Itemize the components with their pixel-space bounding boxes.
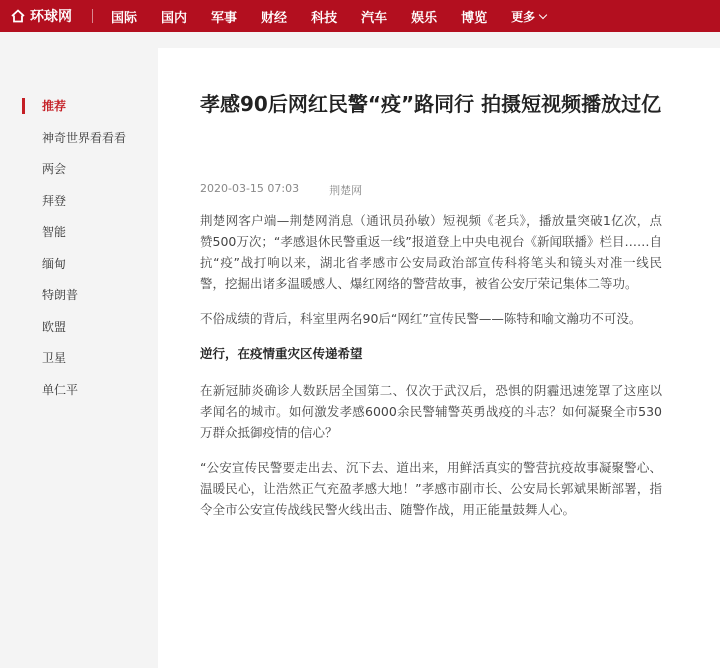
nav-item-auto[interactable]: 汽车 [361,10,388,26]
article-date: 2020-03-15 07:03 [200,182,300,195]
sidebar-item-label: 神奇世界看看看 [42,130,127,145]
active-indicator [22,98,25,114]
nav-item-domestic[interactable]: 国内 [161,10,188,26]
nav-more-label: 更多 [511,9,536,24]
article-paragraph: 不俗成绩的背后，科室里两名90后“网红”宣传民警——陈特和喻文瀚功不可没。 [200,311,642,326]
nav-item-tech[interactable]: 科技 [311,10,338,26]
sidebar-item-myanmar[interactable] [22,252,152,284]
main-nav [111,0,546,32]
article-meta [200,182,362,198]
sidebar-item-label: 缅甸 [42,256,67,271]
sidebar-item-satellite[interactable] [22,346,152,378]
sidebar-item-label: 两会 [42,162,67,176]
sidebar-item-trump[interactable] [22,283,152,315]
nav-item-entertainment[interactable]: 娱乐 [411,10,438,26]
sidebar-item-label: 特朗普 [42,288,79,302]
sidebar-item-eu[interactable] [22,315,152,347]
nav-more-menu[interactable] [511,8,546,25]
sidebar-item-biden[interactable] [22,189,152,221]
article-source[interactable]: 荆楚网 [329,184,363,197]
sidebar-item-label: 推荐 [42,99,67,113]
article-panel [158,48,720,668]
nav-item-military[interactable]: 军事 [211,10,238,26]
chevron-down-icon [539,10,547,18]
site-logo[interactable] [10,0,72,32]
article-subheading: 逆行，在疫情重灾区传递希望 [200,346,363,361]
article-body [200,210,662,534]
home-icon [10,8,26,24]
sidebar-item-two-sessions[interactable] [22,157,152,189]
sidebar-item-label: 单仁平 [42,382,79,397]
sidebar-item-label: 拜登 [42,193,67,208]
logo-divider [92,9,93,23]
sidebar-item-magic-world[interactable] [22,126,152,158]
sidebar-channel-list [22,94,152,409]
article-paragraph: “公安宣传民警要走出去、沉下去、道出来，用鲜活真实的警营抗疫故事凝聚警心、温暖民心，让浩然正气充盈孝感大地！”孝感市副市长、公安局长郭斌果断部署，指令全市公安宣传战线民警火线出击、随警作战，用正能量鼓舞人心。 [200,460,662,517]
sidebar-item-label: 卫星 [42,351,67,365]
sidebar-item-shan-renping[interactable] [22,378,152,410]
article-paragraph: 在新冠肺炎确诊人数跃居全国第二、仅次于武汉后，恐惧的阴霾迅速笼罩了这座以孝闻名的城市。如何激发孝感6000余民警辅警英勇战疫的斗志？如何凝聚全市530万群众抵御疫情的信心？ [200,383,662,440]
nav-item-international[interactable]: 国际 [111,10,138,26]
article-title: 孝感90后网红民警“疫”路同行 拍摄短视频播放过亿 [200,92,662,116]
sidebar-item-smart[interactable] [22,220,152,252]
sidebar-item-recommended[interactable] [22,94,152,126]
top-nav-bar [0,0,720,32]
article-paragraph: 荆楚网客户端—荆楚网消息（通讯员孙敏）短视频《老兵》，播放量突破1亿次，点赞500万次；“孝感退休民警重返一线”报道登上中央电视台《新闻联播》栏目……自抗“疫”战打响以来，湖北省孝感市公安局政治部宣传科将笔头和镜头对准一线民警，挖掘出诸多温暖感人、爆红网络的警营故事，被省公安厅荣记集体二等功。 [200,213,662,291]
sidebar-item-label: 智能 [42,225,67,239]
nav-item-finance[interactable]: 财经 [261,10,288,26]
logo-text: 环球网 [30,9,72,25]
nav-item-expo[interactable]: 博览 [461,10,488,26]
sidebar-item-label: 欧盟 [42,319,67,334]
